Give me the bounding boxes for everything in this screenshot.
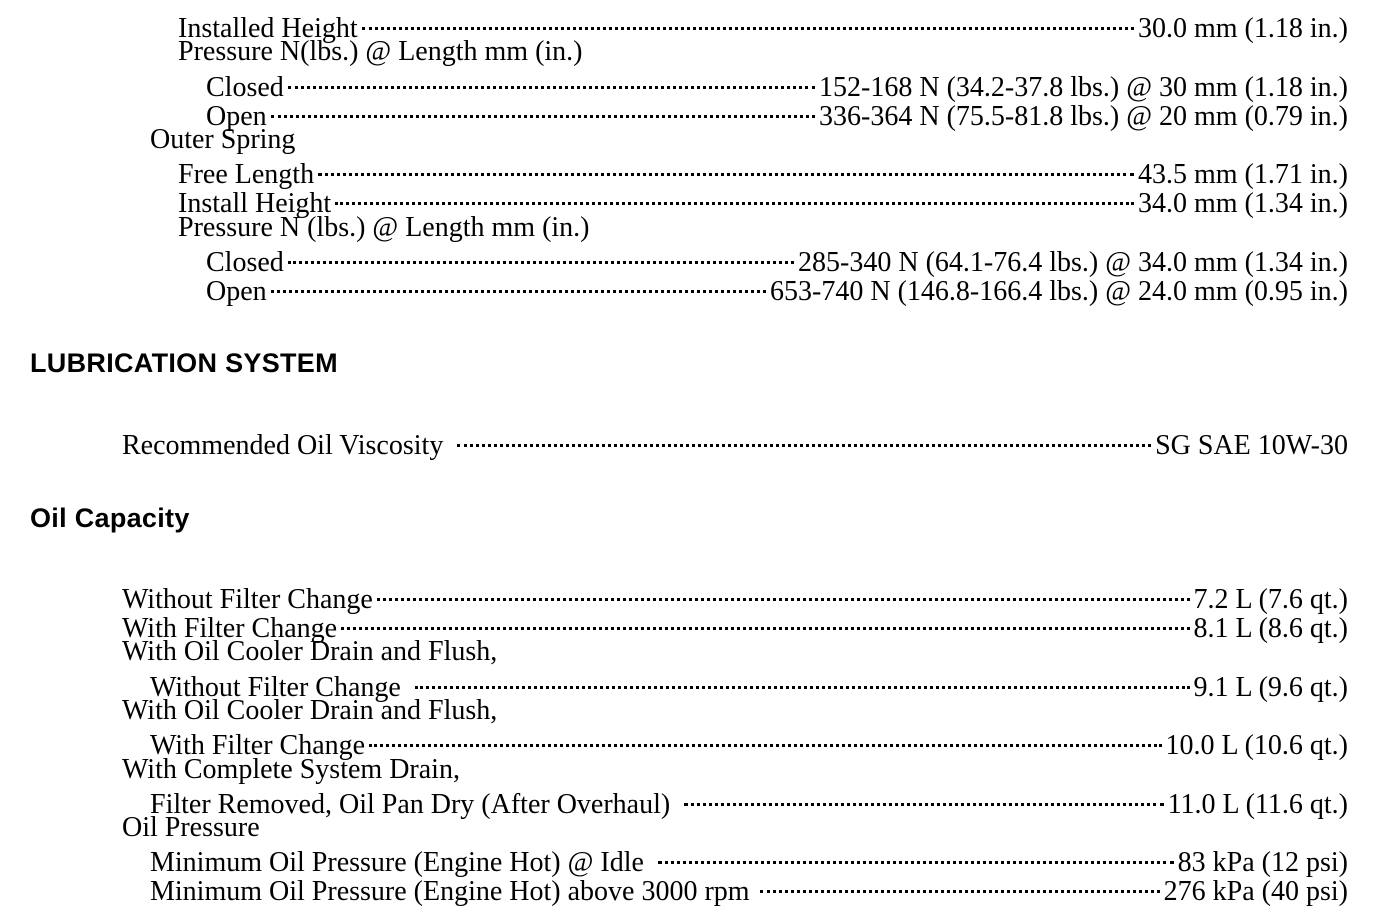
cooler-header-2: With Oil Cooler Drain and Flush, bbox=[122, 695, 498, 726]
dot-leader bbox=[271, 271, 766, 300]
spec-value: 152-168 N (34.2-37.8 lbs.) @ 30 mm (1.18 in.) bbox=[819, 72, 1348, 103]
outer-pressure-header: Pressure N (lbs.) @ Length mm (in.) bbox=[178, 212, 590, 243]
spec-value: 83 kPa (12 psi) bbox=[1177, 847, 1348, 878]
spec-label: Open bbox=[206, 276, 267, 307]
spec-label: Closed bbox=[206, 247, 284, 278]
dot-leader bbox=[760, 871, 1160, 900]
spec-row-cooler-with-filter bbox=[150, 725, 1348, 761]
spec-label: Free Length bbox=[178, 159, 315, 190]
spec-value: 11.0 L (11.6 qt.) bbox=[1167, 789, 1348, 820]
spec-label: Filter Removed, Oil Pan Dry (After Overhaul) bbox=[150, 789, 671, 820]
spec-value: 10.0 L (10.6 qt.) bbox=[1165, 730, 1348, 761]
spec-row-outer-install-height bbox=[178, 183, 1348, 219]
spec-row-min-pressure-idle bbox=[150, 842, 1348, 878]
spec-row-without-filter bbox=[122, 579, 1348, 615]
spec-value: 276 kPa (40 psi) bbox=[1163, 876, 1348, 907]
dot-leader bbox=[288, 67, 815, 96]
dot-leader bbox=[457, 425, 1151, 454]
spec-label: Closed bbox=[206, 72, 284, 103]
spec-label: Recommended Oil Viscosity bbox=[122, 430, 444, 461]
dot-leader bbox=[369, 725, 1161, 754]
dot-leader bbox=[658, 842, 1174, 871]
section-heading-oil-capacity: Oil Capacity bbox=[30, 503, 190, 533]
spec-row-outer-closed bbox=[206, 242, 1348, 278]
dot-leader bbox=[288, 242, 794, 271]
spec-row-cooler-without-filter bbox=[150, 667, 1348, 703]
dot-leader bbox=[335, 183, 1134, 212]
dot-leader bbox=[271, 96, 815, 125]
spec-row-inner-open bbox=[206, 96, 1348, 132]
spec-label: Without Filter Change bbox=[122, 584, 373, 615]
spec-value: SG SAE 10W-30 bbox=[1155, 430, 1348, 461]
dot-leader bbox=[318, 154, 1134, 183]
spec-label: Minimum Oil Pressure (Engine Hot) @ Idle bbox=[150, 847, 644, 878]
spec-value: 653-740 N (146.8-166.4 lbs.) @ 24.0 mm (0.95 in.) bbox=[770, 276, 1348, 307]
spec-row-with-filter bbox=[122, 608, 1348, 644]
spec-label: Open bbox=[206, 101, 267, 132]
spec-label: Installed Height bbox=[178, 13, 358, 44]
spec-label: With Filter Change bbox=[122, 613, 338, 644]
complete-drain-header: With Complete System Drain, bbox=[122, 754, 460, 785]
spec-label: Without Filter Change bbox=[150, 672, 401, 703]
spec-value: 34.0 mm (1.34 in.) bbox=[1138, 188, 1348, 219]
oil-pressure-header: Oil Pressure bbox=[122, 812, 260, 843]
spec-row-recommended-oil bbox=[122, 425, 1348, 461]
spec-row-inner-closed bbox=[206, 67, 1348, 103]
dot-leader bbox=[415, 667, 1190, 696]
spec-value: 285-340 N (64.1-76.4 lbs.) @ 34.0 mm (1.34 in.) bbox=[798, 247, 1348, 278]
spec-row-min-pressure-3000 bbox=[150, 871, 1348, 907]
spec-value: 43.5 mm (1.71 in.) bbox=[1138, 159, 1348, 190]
spec-row-complete-drain bbox=[150, 784, 1348, 820]
spec-row-outer-free-length bbox=[178, 154, 1348, 190]
dot-leader bbox=[377, 579, 1190, 608]
section-heading-lubrication: LUBRICATION SYSTEM bbox=[30, 348, 338, 378]
dot-leader bbox=[341, 608, 1189, 637]
spec-label: Minimum Oil Pressure (Engine Hot) above 3000 rpm bbox=[150, 876, 750, 907]
spec-label: Install Height bbox=[178, 188, 332, 219]
spec-row-outer-open bbox=[206, 271, 1348, 307]
spec-value: 336-364 N (75.5-81.8 lbs.) @ 20 mm (0.79 in.) bbox=[819, 101, 1348, 132]
cooler-header-1: With Oil Cooler Drain and Flush, bbox=[122, 636, 498, 667]
spec-value: 30.0 mm (1.18 in.) bbox=[1138, 13, 1348, 44]
spec-value: 8.1 L (8.6 qt.) bbox=[1193, 613, 1348, 644]
spec-label: With Filter Change bbox=[150, 730, 366, 761]
spec-row-inner-installed-height bbox=[178, 8, 1348, 44]
dot-leader bbox=[684, 784, 1163, 813]
dot-leader bbox=[362, 8, 1134, 37]
outer-spring-header: Outer Spring bbox=[150, 124, 296, 155]
spec-value: 9.1 L (9.6 qt.) bbox=[1193, 672, 1348, 703]
spec-value: 7.2 L (7.6 qt.) bbox=[1193, 584, 1348, 615]
inner-pressure-header: Pressure N(lbs.) @ Length mm (in.) bbox=[178, 36, 583, 67]
